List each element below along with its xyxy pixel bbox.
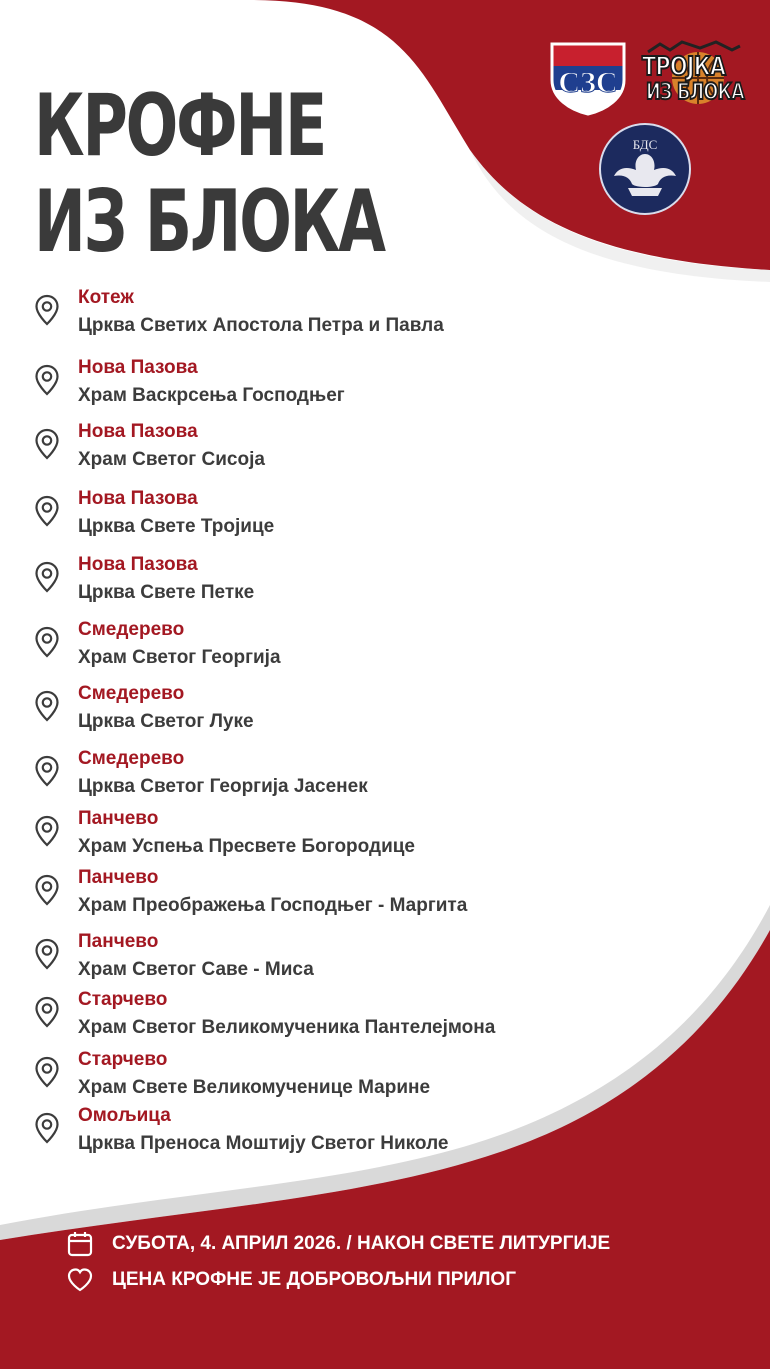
title-line-1: КРОФНЕ — [34, 76, 326, 176]
location-pin-icon — [34, 428, 60, 460]
location-place: Храм Светог Великомученика Пантелејмона — [78, 1017, 496, 1038]
location-pin-icon — [34, 690, 60, 722]
location-place: Црква Светих Апостола Петра и Павла — [78, 315, 444, 336]
bds-pelican-logo — [598, 122, 692, 216]
location-pin-icon — [34, 364, 60, 396]
location-place: Црква Преноса Моштију Светог Николе — [78, 1133, 449, 1154]
location-pin-icon — [34, 561, 60, 593]
circle-letters: БДС — [632, 137, 658, 152]
location-place: Црква Светог Луке — [78, 711, 254, 732]
title-line-2: ИЗ БЛОКА — [34, 172, 384, 272]
list-item — [34, 807, 754, 867]
location-place: Храм Свете Великомученице Марине — [78, 1077, 431, 1098]
list-item — [34, 747, 754, 807]
location-city: Котеж — [78, 287, 134, 308]
location-pin-icon — [34, 626, 60, 658]
location-city: Панчево — [78, 808, 159, 829]
list-item — [34, 1104, 754, 1164]
location-place: Храм Светог Саве - Миса — [78, 959, 314, 980]
location-city: Смедерево — [78, 748, 185, 769]
trojka-iz-bloka-logo — [640, 38, 744, 114]
list-item — [34, 286, 754, 346]
location-pin-icon — [34, 996, 60, 1028]
location-place: Црква Свете Тројице — [78, 516, 275, 537]
list-item — [34, 356, 754, 416]
page-title — [34, 78, 384, 270]
heart-icon — [66, 1266, 94, 1294]
list-item — [34, 553, 754, 613]
calendar-icon — [66, 1230, 94, 1258]
list-item — [34, 866, 754, 926]
location-place: Црква Свете Петке — [78, 582, 255, 603]
location-pin-icon — [34, 755, 60, 787]
location-city: Омољица — [78, 1105, 171, 1126]
location-pin-icon — [34, 294, 60, 326]
location-city: Нова Пазова — [78, 357, 198, 378]
list-item — [34, 1048, 754, 1108]
location-pin-icon — [34, 1112, 60, 1144]
location-pin-icon — [34, 1056, 60, 1088]
location-city: Смедерево — [78, 619, 185, 640]
location-pin-icon — [34, 495, 60, 527]
list-item — [34, 930, 754, 990]
location-place: Храм Светог Георгија — [78, 647, 281, 668]
location-place: Црква Светог Георгија Јасенек — [78, 776, 368, 797]
szs-shield-logo — [548, 40, 628, 116]
list-item — [34, 618, 754, 678]
location-place: Храм Васкрсења Господњег — [78, 385, 345, 406]
price-text: ЦЕНА КРОФНЕ ЈЕ ДОБРОВОЉНИ ПРИЛОГ — [112, 1269, 516, 1290]
location-city: Старчево — [78, 1049, 168, 1070]
trojka-line-1: ТРОЈКА — [642, 52, 726, 82]
list-item — [34, 487, 754, 547]
location-city: Нова Пазова — [78, 488, 198, 509]
location-city: Нова Пазова — [78, 421, 198, 442]
list-item — [34, 682, 754, 742]
location-place: Храм Преображења Господњег - Маргита — [78, 895, 468, 916]
list-item — [34, 988, 754, 1048]
location-pin-icon — [34, 815, 60, 847]
location-place: Храм Светог Сисоја — [78, 449, 265, 470]
location-city: Панчево — [78, 867, 159, 888]
location-pin-icon — [34, 874, 60, 906]
location-place: Храм Успења Пресвете Богородице — [78, 836, 415, 857]
event-date-text: СУБОТА, 4. АПРИЛ 2026. / НАКОН СВЕТЕ ЛИТУРГИЈЕ — [112, 1233, 611, 1254]
list-item — [34, 420, 754, 480]
shield-letters: СЗС — [558, 66, 618, 99]
trojka-line-2: ИЗ БЛОКА — [646, 80, 744, 105]
location-city: Панчево — [78, 931, 159, 952]
location-city: Старчево — [78, 989, 168, 1010]
location-city: Нова Пазова — [78, 554, 198, 575]
location-city: Смедерево — [78, 683, 185, 704]
location-pin-icon — [34, 938, 60, 970]
